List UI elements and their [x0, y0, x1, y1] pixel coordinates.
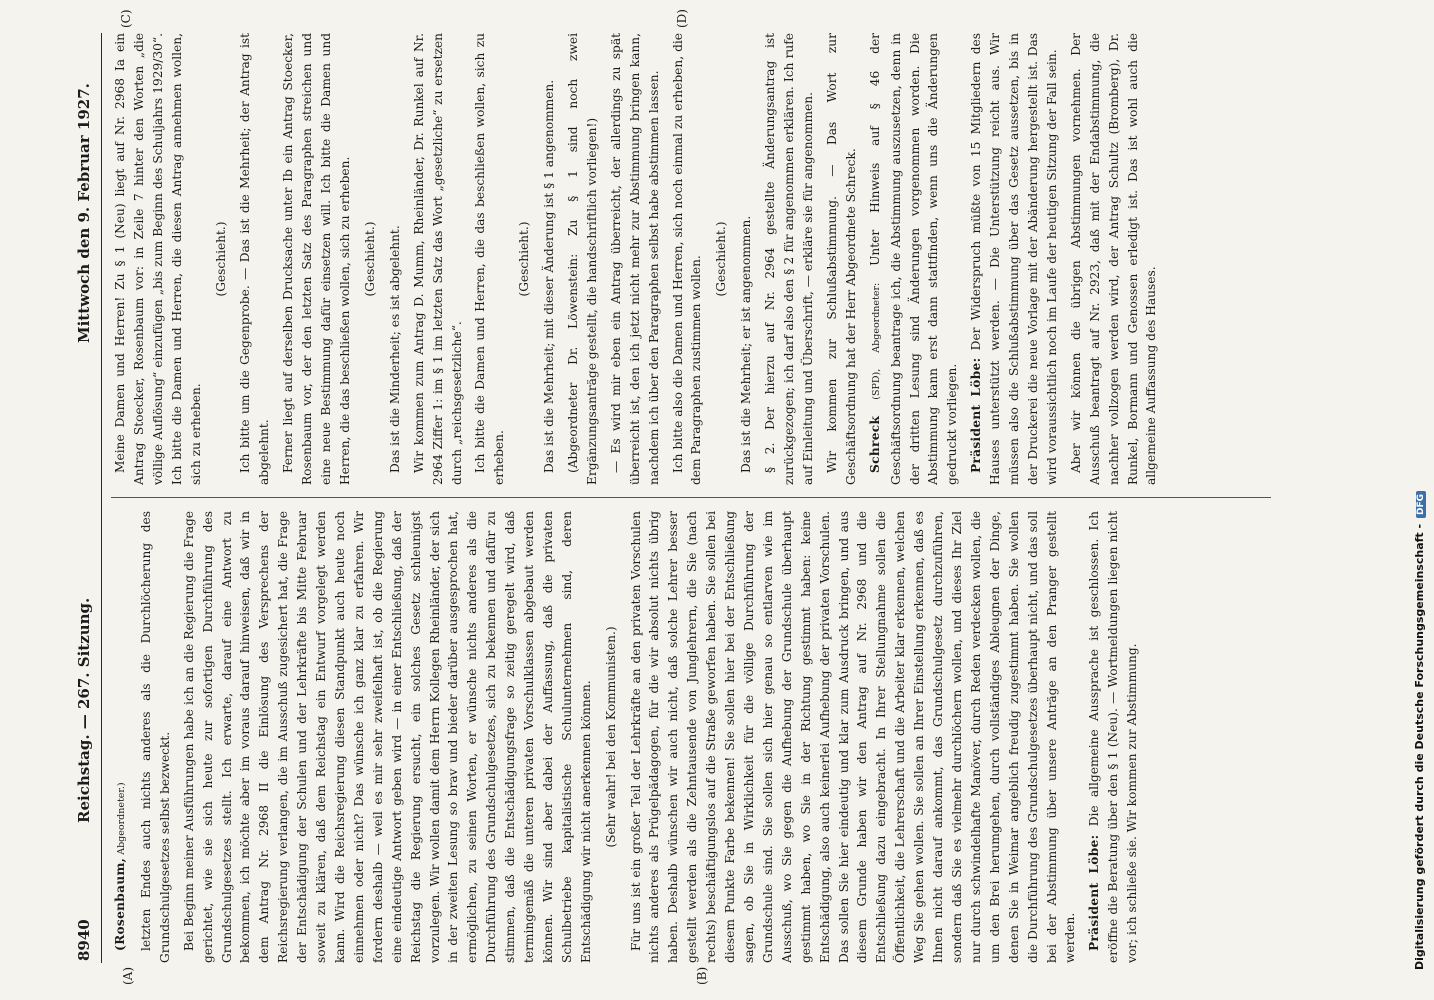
- speech-paragraph: [1085, 511, 1142, 963]
- speaker-role: Abgeordneter.): [116, 782, 127, 858]
- page-number: 8940: [75, 919, 93, 961]
- speech-text: Unter Hinweis auf § 46 der Geschäftsordnung beantrage ich, die Abstimmung auszusetzen, denn in der dritten Lesung sind Änderungen vorgenommen worden. Die Abstimmung kann erst dann stattfinden, wenn uns die Änderungen gedruckt vorliegen.: [867, 33, 960, 485]
- speaker-role: (SPD), Abgeordneter:: [870, 282, 882, 416]
- speech-paragraph: [967, 33, 1062, 485]
- speech-paragraph: [111, 511, 132, 963]
- dfg-logo: DFG: [1416, 491, 1426, 518]
- margin-marker-d: (D): [675, 9, 689, 28]
- speaker-name: Präsident Löbe:: [1087, 834, 1102, 951]
- paragraph: (Abgeordneter Dr. Löwenstein: Zu § 1 sind noch zwei Ergänzungsanträge gestellt, die handschriftlich vorliegen!): [566, 33, 599, 485]
- paragraph: Das ist die Minderheit; es ist abgelehnt.: [387, 225, 402, 473]
- speech-paragraph: [866, 33, 963, 485]
- paragraph: Ich bitte um die Gegenprobe. — Das ist die Mehrheit; der Antrag ist abgelehnt.: [238, 33, 272, 485]
- interjection: (Geschieht.): [213, 221, 228, 297]
- speaker-name: Präsident Löbe:: [969, 357, 984, 473]
- interjection: (Geschieht.): [362, 221, 377, 297]
- column-divider: [111, 497, 1271, 498]
- paragraph: Ferner liegt auf derselben Drucksache unter Ib ein Antrag Stoecker, Rosenbaum vor, der den letzten Satz des Paragraphen streichen und eine neue Bestimmung dafür einsetzen will. Ich bitte die Damen und Herren, die das beschließen wollen, sich zu erheben.: [281, 33, 352, 485]
- speech-text: Der Widerspruch müßte von 15 Mitgliedern des Hauses unterstützt werden. — Die Unterstützung reicht aus. Wir müssen also die Schlußabstimmung über das Gesetz aussetzen, bis in der Druckerei die neue Vorlage mit der Abänderung hergestellt ist. Das wird voraussichtlich noch im Laufe der heutigen Sitzung der Fall sein.: [969, 33, 1059, 485]
- paragraph: § 2. Der hierzu auf Nr. 2964 gestellte Änderungsantrag ist zurückgezogen; ich darf also den § 2 für angenommen erklären. Ich rufe auf Einleitung und Überschrift, — erkläre sie für angenommen.: [763, 33, 815, 485]
- interjection: (Sehr wahr! bei den Kommunisten.): [603, 626, 618, 848]
- paragraph: Ich bitte also die Damen und Herren, sich noch einmal zu erheben, die dem Paragraphen zustimmen wollen.: [670, 33, 704, 485]
- interjection: (Geschieht.): [714, 221, 729, 297]
- paragraph: Meine Damen und Herren! Zu § 1 (Neu) liegt auf Nr. 2968 Ia ein Antrag Stoecker, Rosenbaum vor: in Zeile 7 hinter den Worten „die völlige Auflösung“ einzufügen „bis zum Beginn des Schuljahrs 1929/30“. Ich bitte die Damen und Herren, die diesen Antrag annehmen wollen, sich zu erheben.: [113, 33, 203, 485]
- paragraph: Bei Beginn meiner Ausführungen habe ich an die Regierung die Frage gerichtet, wie sie sich heute zur sofortigen Durchführung des Grundschulgesetzes stellt. Ich erwarte, darauf eine Antwort zu bekommen, ich möchte aber im voraus darauf hinweisen, daß wir in dem Antrag Nr. 2968 II die Einlösung des Versprechens der Reichsregierung verlangen, die im Ausschuß zugesichert hat, die Frage der Entschädigung der Schulen und der Lehrkräfte bis Mitte Februar soweit zu klären, daß dem Reichstag ein Entwurf vorgelegt werden kann. Wird die Reichsregierung diesen Standpunkt auch heute noch einnehmen oder nicht? Das wünsche ich ganz klar zu erfahren. Wir fordern deshalb — weil es mir sehr zweifelhaft ist, ob die Regierung eine eindeutige Antwort geben wird — in einer Entschließung, daß der Reichstag die Regierung ersucht, ein solches Gesetz schleunigst vorzulegen. Wir wollen damit dem Herrn Kollegen Rheinländer, der sich in der zweiten Lesung so brav und bieder darüber ausgesprochen hat, ermöglichen, zu seinen Worten, er wünsche nichts anderes als die Durchführung des Grundschulgesetzes, sich zu bekennen und dafür zu stimmen, daß die Entschädigungsfrage so zeitig geregelt wird, daß termingemäß die unteren privaten Vorschulklassen abgebaut werden können. Wir sind aber dabei der Auffassung, daß die privaten Schulbetriebe kapitalistische Schulunternehmen sind, deren Entschädigung wir nicht anerkennen können.: [181, 511, 593, 963]
- paragraph: Das ist die Mehrheit; mit dieser Änderung ist § 1 angenommen.: [542, 79, 557, 473]
- digitization-credit: [1413, 10, 1431, 970]
- session-date: Mittwoch den 9. Februar 1927.: [75, 83, 93, 343]
- paragraph: Wir kommen zur Schlußabstimmung. — Das Wort zur Geschäftsordnung hat der Herr Abgeordnete Schreck.: [824, 33, 858, 485]
- right-column: [111, 33, 1311, 485]
- margin-marker-c: (C): [119, 9, 133, 28]
- credit-text: Digitalisierung gefördert durch die Deutsche Forschungsgemeinschaft -: [1413, 523, 1426, 970]
- paragraph: Das ist die Mehrheit; er ist angenommen.: [739, 215, 754, 473]
- margin-marker-a: (A): [121, 966, 135, 985]
- margin-marker-b: (B): [695, 966, 709, 985]
- paragraph: letzten Endes auch nichts anderes als die Durchlöcherung des Grundschulgesetzes selbst bezweckt.: [138, 511, 172, 963]
- running-head: [75, 33, 99, 963]
- paragraph: Wir kommen zum Antrag D. Mumm, Rheinländer, Dr. Runkel auf Nr. 2964 Ziffer 1: im § 1 im letzten Satz das Wort „gesetzliche“ zu ersetzen durch „reichsgesetzliche“.: [411, 33, 464, 485]
- interjection: (Geschieht.): [517, 221, 532, 297]
- paragraph: Für uns ist ein großer Teil der Lehrkräfte an den privaten Vorschulen nichts anderes als Prügelpädagogen, für die wir absolut nichts übrig haben. Deshalb wünschen wir auch nicht, daß solche Lehrer besser gestellt werden als die Zehntausende von Junglehrern, die Sie (nach rechts) beschäftigungslos auf die Straße geworfen haben. Sie sollen bei diesem Punkte Farbe bekennen! Sie sollen hier bei der Entschließung sagen, ob Sie in Wirklichkeit für die völlige Durchführung der Grundschule sind. Sie sollen sich hier genau so entlarven wie im Ausschuß, wo Sie gegen die Aufhebung der Grundschule überhaupt gestimmt haben, wo Sie in der Richtung gestimmt haben: keine Entschädigung, also auch keinerlei Aufhebung der privaten Vorschulen. Das sollen Sie hier eindeutig und klar zum Ausdruck bringen, und aus diesem Grunde haben wir den Antrag auf Nr. 2968 und die Entschließung dazu eingebracht. In Ihrer Stellungnahme sollen die Öffentlichkeit, die Lehrerschaft und die Arbeiter klar erkennen, welchen Weg Sie gehen wollen. Sie sollen an Ihrer Einstellung erkennen, daß es Ihnen nicht darauf ankommt, das Grundschulgesetz durchzuführen, sondern daß Sie es vielmehr durchlöchern wollen, und dieses Ihr Ziel nur durch schwindelhafte Manöver, durch Reden verdecken wollen, die um den Brei herumgehen, durch vollständiges Ableugnen der Dinge, denen Sie in Weimar angeblich freudig zugestimmt haben. Sie wollen die Durchführung des Grundschulgesetzes überhaupt nicht, und das soll bei der Abstimmung über unsere Anträge an den Pranger gestellt werden.: [628, 511, 1078, 963]
- left-column: [111, 511, 1311, 963]
- speaker-name: (Rosenbaum,: [113, 857, 127, 951]
- paragraph: Ich bitte die Damen und Herren, die das beschließen wollen, sich zu erheben.: [473, 33, 507, 485]
- header-rule: [101, 33, 102, 963]
- speaker-name: Schreck: [867, 415, 882, 473]
- speech-text: Die allgemeine Aussprache ist geschlossen. Ich eröffne die Beratung über den § 1 (Neu). — Wortmeldungen liegen nicht vor; ich schließe sie. Wir kommen zur Abstimmung.: [1087, 511, 1140, 963]
- paragraph: Aber wir können die übrigen Abstimmungen vornehmen. Der Ausschuß beantragt auf Nr. 2923, daß mit der Endabstimmung, die nachher vollzogen werden wird, der Antrag Schultz (Bromberg), Dr. Runkel, Bormann und Genossen erledigt ist. Das ist wohl auch die allgemeine Auffassung des Hauses.: [1068, 33, 1159, 485]
- session-title: Reichstag. — 267. Sitzung.: [75, 597, 93, 823]
- paragraph: — Es wird mir eben ein Antrag überreicht, der allerdings zu spät überreicht ist, den ich jetzt nicht mehr zur Abstimmung bringen kann, nachdem ich über den Paragraphen selbst habe abstimmen lassen.: [608, 33, 661, 485]
- scanned-page: [75, 9, 1320, 985]
